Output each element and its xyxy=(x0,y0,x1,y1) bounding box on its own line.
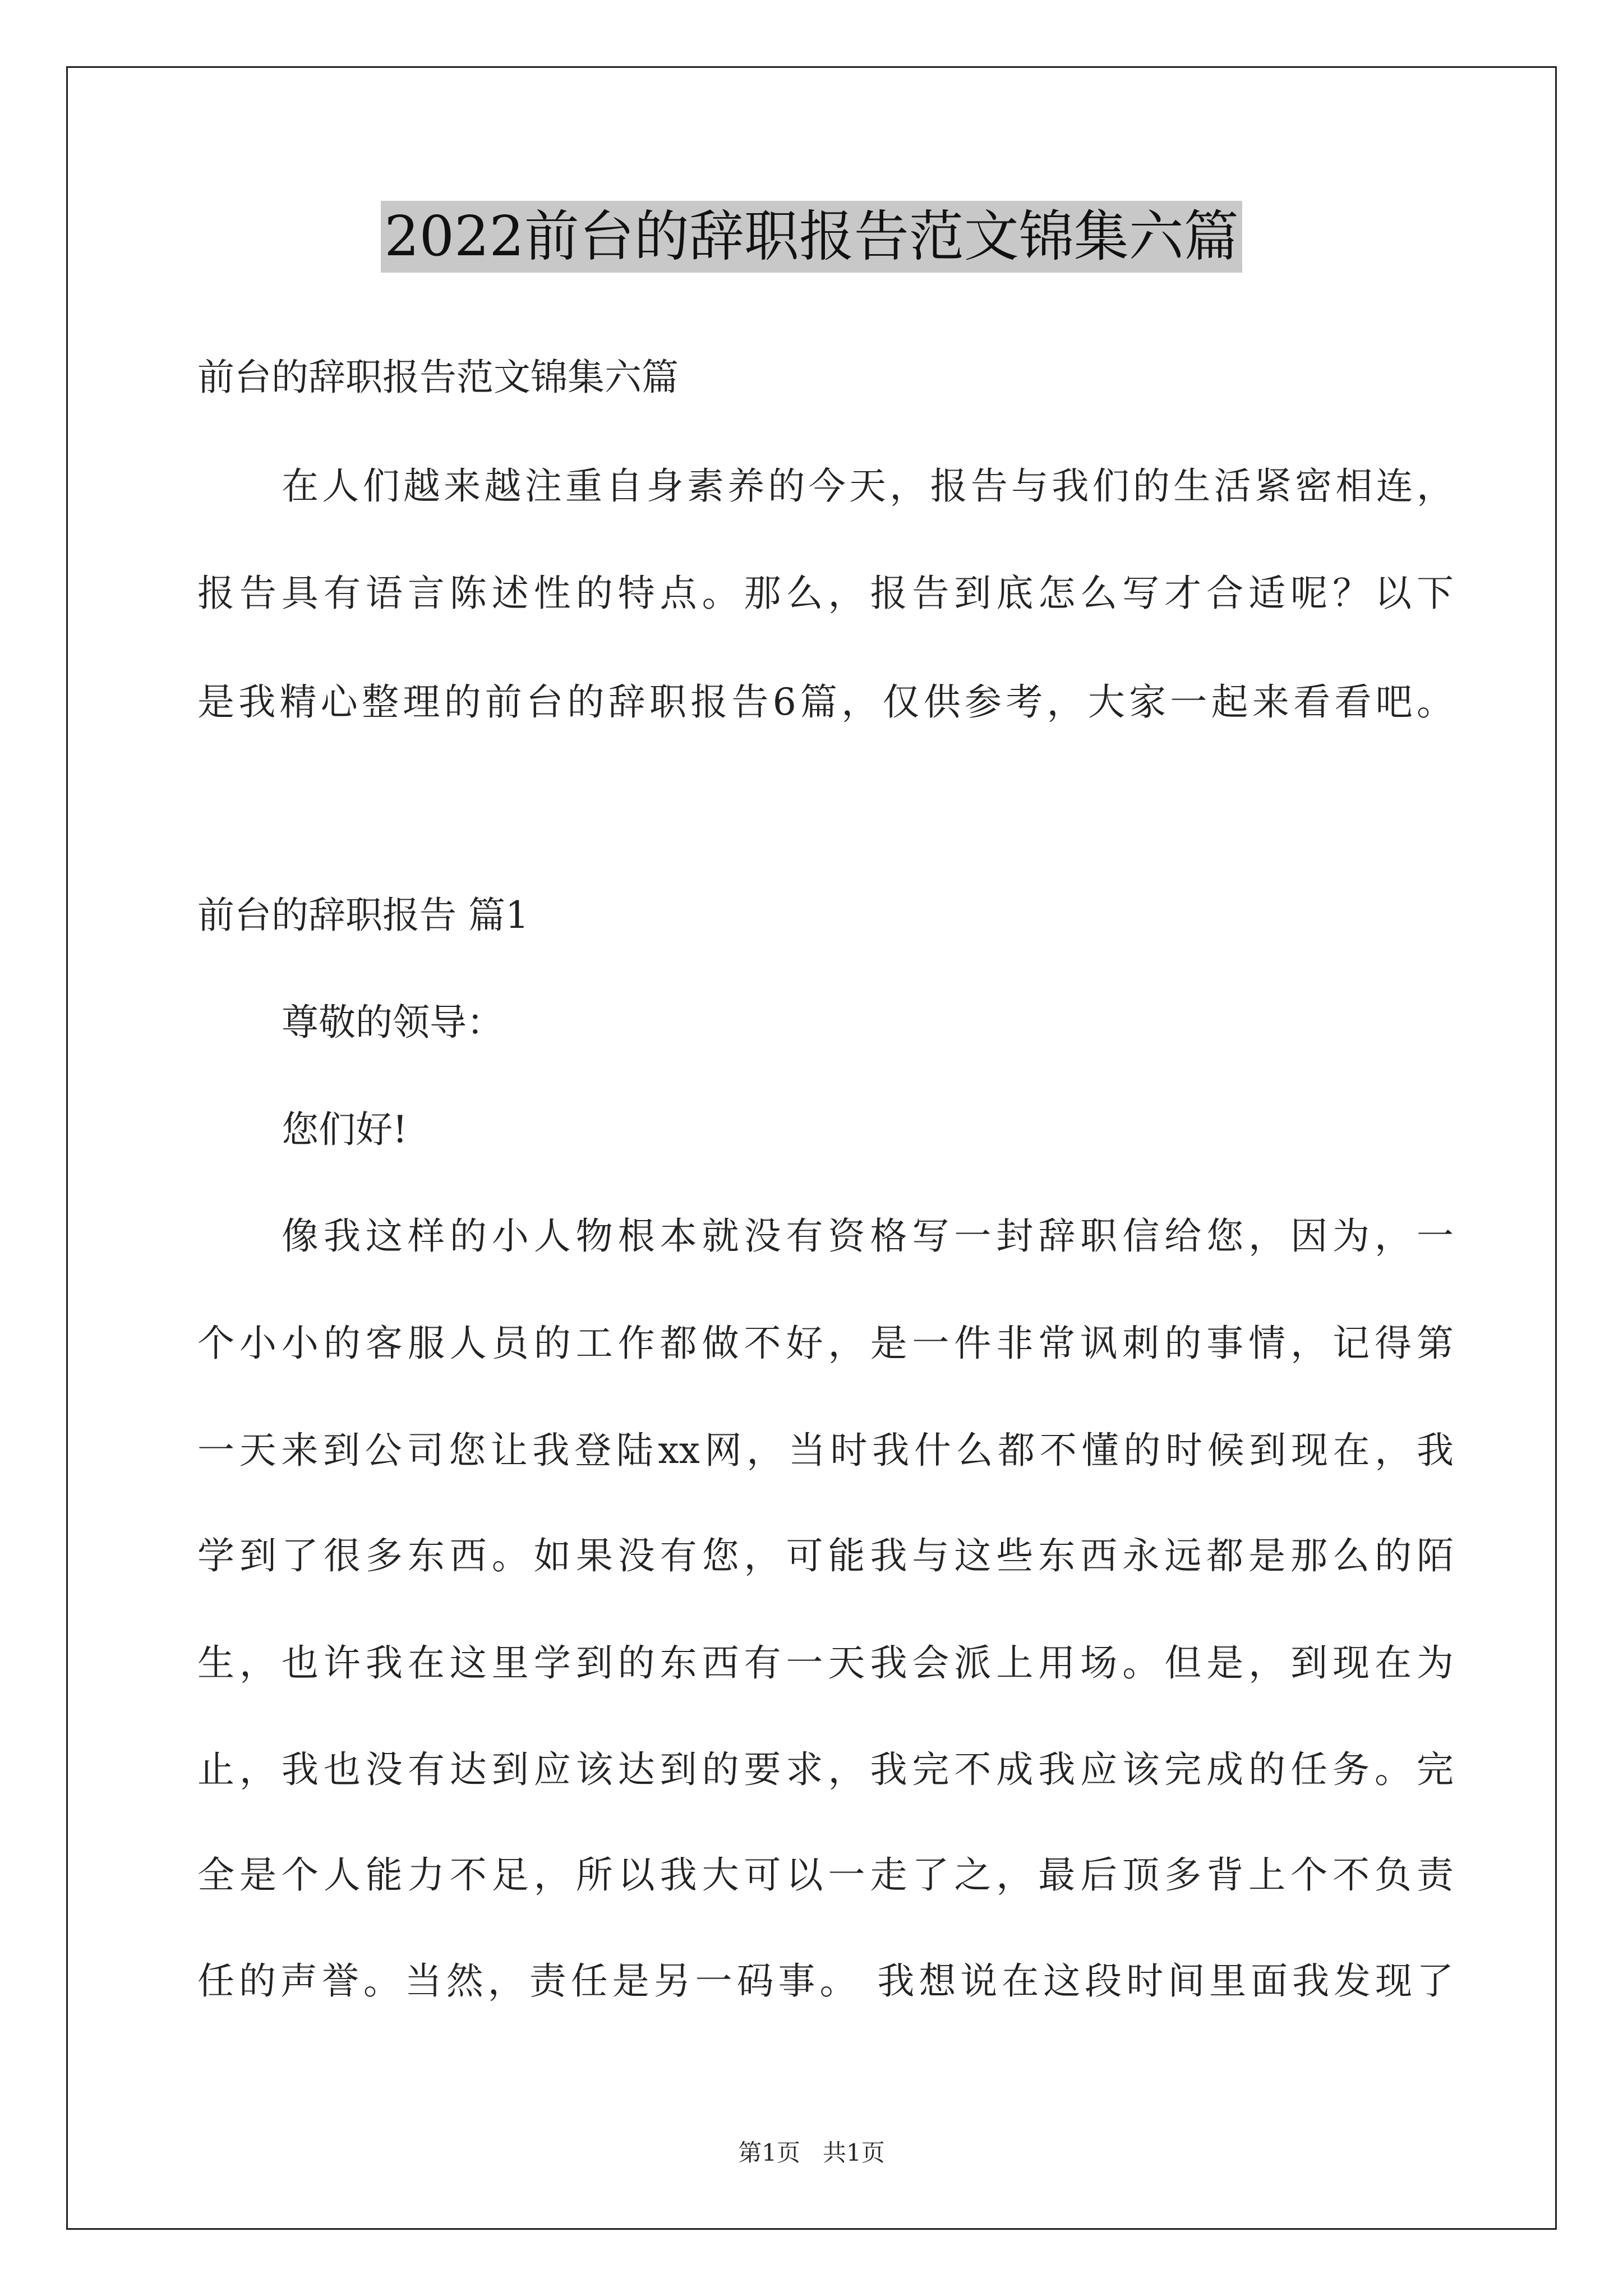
intro-line-3: 是我精心整理的前台的辞职报告6篇，仅供参考，大家一起来看看吧。 xyxy=(197,680,1454,724)
intro-line-2: 报告具有语言陈述性的特点。那么，报告到底怎么写才合适呢？以下 xyxy=(197,572,1454,615)
body-line-2: 个小小的客服人员的工作都做不好，是一件非常讽刺的事情，记得第 xyxy=(197,1322,1454,1365)
body-line-7: 全是个人能力不足，所以我大可以一走了之，最后顶多背上个不负责 xyxy=(197,1853,1454,1897)
intro-line-1: 在人们越来越注重自身素养的今天，报告与我们的生活紧密相连， xyxy=(282,464,1454,508)
title-container xyxy=(0,201,1623,273)
salutation: 尊敬的领导： xyxy=(282,1001,504,1044)
document-subtitle: 前台的辞职报告范文锦集六篇 xyxy=(197,356,679,399)
body-line-1: 像我这样的小人物根本就没有资格写一封辞职信给您，因为，一 xyxy=(282,1214,1454,1258)
body-line-4: 学到了很多东西。如果没有您，可能我与这些东西永远都是那么的陌 xyxy=(197,1534,1454,1577)
section-heading: 前台的辞职报告 篇1 xyxy=(197,894,529,937)
body-line-8: 任的声誉。当然，责任是另一码事。 我想说在这段时间里面我发现了 xyxy=(197,1959,1454,2003)
page-number-footer: 第1页 共1页 xyxy=(738,2139,885,2166)
greeting: 您们好! xyxy=(282,1108,408,1151)
body-line-6: 止，我也没有达到应该达到的要求，我完不成我应该完成的任务。完 xyxy=(197,1748,1454,1791)
body-line-5: 生，也许我在这里学到的东西有一天我会派上用场。但是，到现在为 xyxy=(197,1641,1454,1685)
body-line-3: 一天来到公司您让我登陆xx网，当时我什么都不懂的时候到现在，我 xyxy=(197,1429,1454,1472)
document-title: 2022前台的辞职报告范文锦集六篇 xyxy=(381,201,1242,273)
